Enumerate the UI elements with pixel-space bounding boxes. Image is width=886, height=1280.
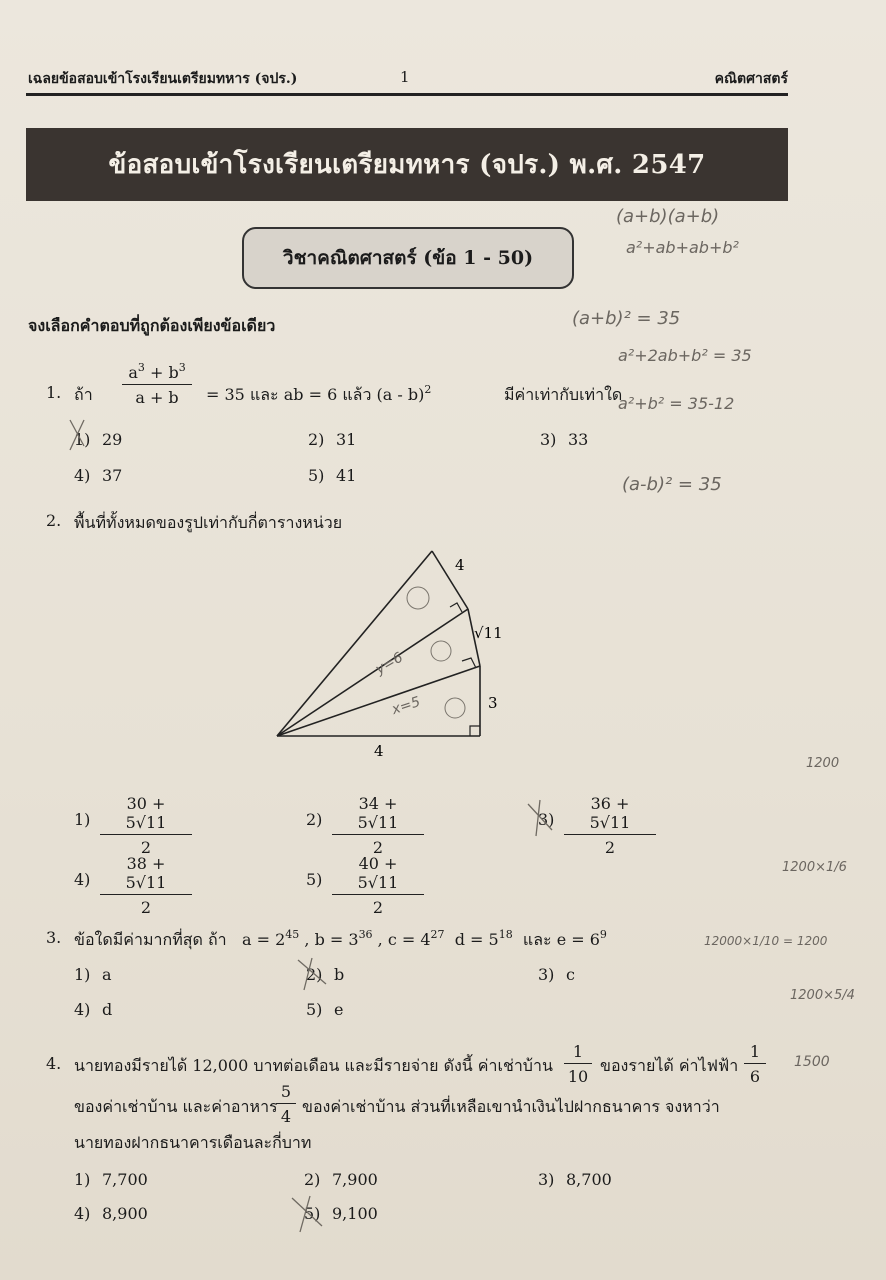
q2-option-2[interactable]: $\frac{34 + 5√11}{2}$ [332, 794, 424, 857]
q2-option-4[interactable]: $\frac{38 + 5√11}{2}$ [100, 854, 192, 917]
q4-option-5[interactable]: 5) 9,100 [304, 1204, 378, 1223]
q1-number: 1. [46, 383, 62, 402]
note-m2: 1200×1/6 [782, 860, 847, 875]
q4-option-2[interactable]: 2) 7,900 [304, 1170, 378, 1189]
q3-option-3[interactable]: 3) c [538, 965, 575, 984]
q1-if: ถ้า [74, 385, 93, 404]
q2-option-3-number: 3) [538, 810, 555, 829]
q2-option-1[interactable]: $\frac{30 + 5√11}{2}$ [100, 794, 192, 857]
label-top: 4 [455, 556, 465, 574]
q3-text: ข้อใดมีค่ามากที่สุด ถ้า [74, 930, 227, 949]
q4-option-1[interactable]: 1) 7,700 [74, 1170, 148, 1189]
page-number: 1 [400, 68, 410, 86]
instruction: จงเลือกคำตอบที่ถูกต้องเพียงข้อเดียว [28, 316, 276, 335]
label-mid: √11 [474, 624, 503, 642]
q2-option-3[interactable]: $\frac{36 + 5√11}{2}$ [564, 794, 656, 857]
q2-option-4-number: 4) [74, 870, 91, 889]
q1-condition: = 35 และ ab = 6 แล้ว (a - b)$^2$ [206, 383, 432, 404]
q2-option-5-number: 5) [306, 870, 323, 889]
q2-number: 2. [46, 511, 62, 530]
q2-option-5[interactable]: $\frac{40 + 5√11}{2}$ [332, 854, 424, 917]
header-subject: คณิตศาสตร์ [714, 71, 788, 87]
q1-option-3[interactable]: 3) 33 [540, 430, 589, 449]
q3-option-1[interactable]: 1) a [74, 965, 112, 984]
q3-number: 3. [46, 928, 62, 947]
q4-line2a: ของค่าเช่าบ้าน และค่าอาหาร [74, 1097, 278, 1116]
note-1: (a+b)(a+b) [616, 206, 720, 227]
q4-fraction-3: $\frac{5}{4}$ [276, 1082, 296, 1126]
q3-option-2[interactable]: 2) b [306, 965, 345, 984]
q3-option-4[interactable]: 4) d [74, 1000, 113, 1019]
note-m5: 1500 [794, 1054, 830, 1070]
q4-number: 4. [46, 1054, 62, 1073]
label-base: 4 [374, 742, 384, 760]
note-m3: 12000×1/10 = 1200 [704, 934, 828, 948]
subject-box: วิชาคณิตศาสตร์ (ข้อ 1 - 50) [242, 227, 574, 289]
note-4: a²+2ab+b² = 35 [618, 346, 752, 365]
q3-option-5[interactable]: 5) e [306, 1000, 344, 1019]
q4-option-3[interactable]: 3) 8,700 [538, 1170, 612, 1189]
q1-fraction: $\frac{a^3 + b^3}{a + b}$ [122, 363, 192, 407]
note-x: x=5 [389, 693, 423, 719]
note-3: (a+b)² = 35 [572, 308, 681, 329]
q1-option-5[interactable]: 5) 41 [308, 466, 357, 485]
note-m4: 1200×5/4 [790, 988, 855, 1003]
label-side: 3 [488, 694, 498, 712]
note-6: (a-b)² = 35 [622, 474, 722, 495]
q4-line1b: ของรายได้ ค่าไฟฟ้า [600, 1056, 739, 1075]
q1-question: มีค่าเท่ากับเท่าใด [504, 385, 623, 404]
q2-option-1-number: 1) [74, 810, 91, 829]
q4-line3: นายทองฝากธนาคารเดือนละกี่บาท [74, 1133, 312, 1152]
note-2: a²+ab+ab+b² [626, 238, 739, 257]
header-title: เฉลยข้อสอบเข้าโรงเรียนเตรียมทหาร (จปร.) [28, 71, 298, 87]
q3-expression: $a = 2^{45}$ , $b = 3^{36}$ , $c = 4^{27}$ $d = 5^{18}$ และ $e = 6^9$ [242, 928, 607, 949]
checkmark-q3 [298, 960, 326, 984]
q4-fraction-2: $\frac{1}{6}$ [744, 1042, 766, 1086]
q2-option-2-number: 2) [306, 810, 323, 829]
q1-option-4[interactable]: 4) 37 [74, 466, 123, 485]
q4-line1a: นายทองมีรายได้ 12,000 บาทต่อเดือน และมีรายจ่าย ดังนี้ ค่าเช่าบ้าน [74, 1056, 553, 1075]
checkmark-q4 [292, 1198, 322, 1226]
exam-title-banner: ข้อสอบเข้าโรงเรียนเตรียมทหาร (จปร.) พ.ศ. 2547 [26, 128, 788, 201]
q1-option-2[interactable]: 2) 31 [308, 430, 357, 449]
checkmark-q2 [528, 804, 555, 830]
note-y: y=6 [372, 649, 406, 678]
q4-option-4[interactable]: 4) 8,900 [74, 1204, 148, 1223]
q2-text: พื้นที่ทั้งหมดของรูปเท่ากับกี่ตารางหน่วย [74, 513, 343, 532]
note-m1: 1200 [806, 756, 840, 771]
q4-line2b: ของค่าเช่าบ้าน ส่วนที่เหลือเขานำเงินไปฝากธนาคาร จงหาว่า [302, 1097, 720, 1116]
q1-option-1[interactable]: 1) 29 [74, 430, 123, 449]
q4-fraction-1: $\frac{1}{10}$ [564, 1042, 592, 1086]
note-5: a²+b² = 35-12 [618, 394, 735, 413]
